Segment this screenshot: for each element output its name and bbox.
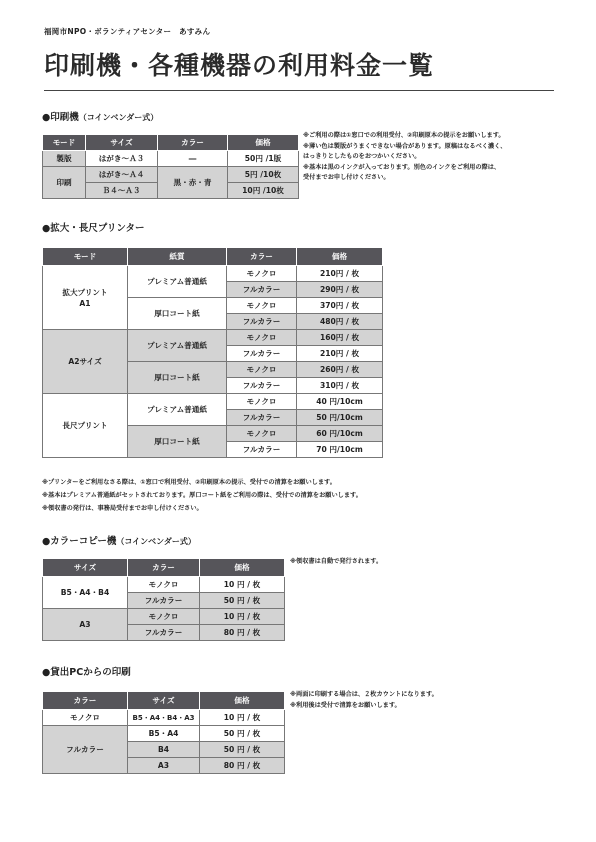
color-cell: モノクロ xyxy=(227,266,297,282)
note-line: ※利用後は受付で清算をお願いします。 xyxy=(290,701,401,709)
pc-print-price-table xyxy=(42,691,285,774)
table-header-row xyxy=(43,135,299,151)
paper-cell: 厚口コート紙 xyxy=(128,426,227,458)
organization-name: 福岡市NPO・ボランティアセンター あすみん xyxy=(44,27,211,36)
color-cell: モノクロ xyxy=(43,710,128,726)
table-header-row xyxy=(43,559,285,577)
color-cell: モノクロ xyxy=(227,426,297,442)
section-subtitle: （コインベンダー式） xyxy=(78,113,159,122)
large-printer-price-table xyxy=(42,247,383,458)
table-header-row xyxy=(43,248,383,266)
size-cell: A3 xyxy=(43,609,128,641)
price-cell: 80 円 / 枚 xyxy=(200,625,285,641)
section-heading-pc-print xyxy=(42,664,131,678)
price-cell: 50 円 / 枚 xyxy=(200,742,285,758)
large-printer-notes xyxy=(42,476,362,515)
copier-notes xyxy=(290,557,382,568)
pc-print-notes xyxy=(290,690,438,711)
title-rule xyxy=(44,90,554,91)
price-cell: 160円 / 枚 xyxy=(297,330,383,346)
note-line: ※基本は黒のインクが入っております。別色のインクをご利用の際は、 xyxy=(303,163,501,171)
color-cell: 黒・赤・青 xyxy=(158,167,228,199)
price-cell: 210円 / 枚 xyxy=(297,346,383,362)
color-cell: モノクロ xyxy=(128,609,200,625)
col-header: 価格 xyxy=(200,559,285,577)
table-row xyxy=(43,726,285,742)
price-cell: 50円 /1版 xyxy=(228,151,299,167)
section-heading-large-printer xyxy=(42,220,145,234)
color-cell: モノクロ xyxy=(128,577,200,593)
price-cell: 70 円/10cm xyxy=(297,442,383,458)
note-line: ※両面に印刷する場合は、２枚カウントになります。 xyxy=(290,691,438,698)
table-row xyxy=(43,266,383,282)
price-cell: 480円 / 枚 xyxy=(297,314,383,330)
col-header: モード xyxy=(43,248,128,266)
paper-cell: プレミアム普通紙 xyxy=(128,330,227,362)
note-line: ※ご利用の際は①窓口での利用受付、②印刷原本の提示をお願いします。 xyxy=(303,132,505,139)
price-cell: 60 円/10cm xyxy=(297,426,383,442)
col-header: モード xyxy=(43,135,86,151)
price-cell: 260円 / 枚 xyxy=(297,362,383,378)
table-row xyxy=(43,710,285,726)
size-cell: はがき～Ａ４ xyxy=(86,167,158,183)
col-header: サイズ xyxy=(86,135,158,151)
note-line: ※基本はプレミアム普通紙がセットされております。厚口コート紙をご利用の際は、受付での清算をお願いします。 xyxy=(42,492,362,499)
col-header: サイズ xyxy=(43,559,128,577)
price-cell: 50 円 / 枚 xyxy=(200,593,285,609)
color-cell: フルカラー xyxy=(227,442,297,458)
note-line: ※領収書の発行は、事務局受付までお申し付けください。 xyxy=(42,505,203,512)
section-heading-copier xyxy=(42,533,196,547)
note-line: 受付までお申し付けください。 xyxy=(303,174,390,181)
price-cell: 310円 / 枚 xyxy=(297,378,383,394)
table-row xyxy=(43,394,383,410)
col-header: 価格 xyxy=(297,248,383,266)
mode-cell: 長尺プリント xyxy=(43,394,128,458)
col-header: カラー xyxy=(128,559,200,577)
color-cell: モノクロ xyxy=(227,362,297,378)
note-line: ※領収書は自動で発行されます。 xyxy=(290,558,383,565)
color-cell: ― xyxy=(158,151,228,167)
size-cell: B5・A4・B4・A3 xyxy=(128,710,200,726)
color-cell: フルカラー xyxy=(227,410,297,426)
price-cell: 10円 /10枚 xyxy=(228,183,299,199)
size-cell: はがき～Ａ３ xyxy=(86,151,158,167)
col-header: 価格 xyxy=(200,692,285,710)
printer-notes xyxy=(303,131,506,184)
color-cell: フルカラー xyxy=(227,378,297,394)
color-cell: フルカラー xyxy=(227,314,297,330)
table-row xyxy=(43,609,285,625)
price-cell: 50 円 / 枚 xyxy=(200,726,285,742)
color-cell: フルカラー xyxy=(128,625,200,641)
price-cell: 210円 / 枚 xyxy=(297,266,383,282)
size-cell: A3 xyxy=(128,758,200,774)
table-row xyxy=(43,167,299,183)
paper-cell: プレミアム普通紙 xyxy=(128,266,227,298)
col-header: 紙質 xyxy=(128,248,227,266)
price-cell: 370円 / 枚 xyxy=(297,298,383,314)
color-cell: モノクロ xyxy=(227,330,297,346)
color-cell: フルカラー xyxy=(128,593,200,609)
paper-cell: プレミアム普通紙 xyxy=(128,394,227,426)
mode-cell: 印刷 xyxy=(43,167,86,199)
col-header: 価格 xyxy=(228,135,299,151)
section-subtitle: （コインベンダー式） xyxy=(116,537,196,546)
table-row xyxy=(43,577,285,593)
mode-cell: A2サイズ xyxy=(43,330,128,394)
paper-cell: 厚口コート紙 xyxy=(128,298,227,330)
size-cell: Ｂ４～Ａ３ xyxy=(86,183,158,199)
price-cell: 10 円 / 枚 xyxy=(200,710,285,726)
color-cell: モノクロ xyxy=(227,394,297,410)
mode-cell: 製版 xyxy=(43,151,86,167)
size-cell: B5・A4・B4 xyxy=(43,577,128,609)
col-header: カラー xyxy=(227,248,297,266)
size-cell: B4 xyxy=(128,742,200,758)
page-title: 印刷機・各種機器の利用料金一覧 xyxy=(44,51,435,80)
table-row xyxy=(43,330,383,346)
color-cell: モノクロ xyxy=(227,298,297,314)
printer-price-table xyxy=(42,134,299,199)
size-cell: B5・A4 xyxy=(128,726,200,742)
section-title: ●拡大・長尺プリンター xyxy=(42,223,145,234)
note-line: ※プリンターをご利用なさる際は、①窓口で利用受付、②印刷原本の提示、受付での清算をお願いします。 xyxy=(42,479,336,486)
table-row xyxy=(43,151,299,167)
price-cell: 290円 / 枚 xyxy=(297,282,383,298)
col-header: サイズ xyxy=(128,692,200,710)
copier-price-table xyxy=(42,558,285,641)
note-line: はっきりとしたものをおつかいください。 xyxy=(303,153,421,160)
note-line: ※薄い色は製版がうまくできない場合があります。原稿はなるべく濃く、 xyxy=(303,142,507,150)
color-cell: フルカラー xyxy=(227,282,297,298)
price-cell: 10 円 / 枚 xyxy=(200,577,285,593)
section-title: ●印刷機 xyxy=(42,112,79,123)
mode-cell: 拡大プリント A1 xyxy=(43,266,128,330)
section-heading-printer xyxy=(42,109,158,123)
color-cell: フルカラー xyxy=(227,346,297,362)
section-title: ●カラーコピー機 xyxy=(42,536,117,547)
section-title: ●貸出PCからの印刷 xyxy=(42,667,131,678)
col-header: カラー xyxy=(158,135,228,151)
price-cell: 50 円/10cm xyxy=(297,410,383,426)
price-cell: 40 円/10cm xyxy=(297,394,383,410)
price-cell: 5円 /10枚 xyxy=(228,167,299,183)
price-cell: 80 円 / 枚 xyxy=(200,758,285,774)
paper-cell: 厚口コート紙 xyxy=(128,362,227,394)
price-cell: 10 円 / 枚 xyxy=(200,609,285,625)
color-cell: フルカラー xyxy=(43,726,128,774)
table-header-row xyxy=(43,692,285,710)
col-header: カラー xyxy=(43,692,128,710)
